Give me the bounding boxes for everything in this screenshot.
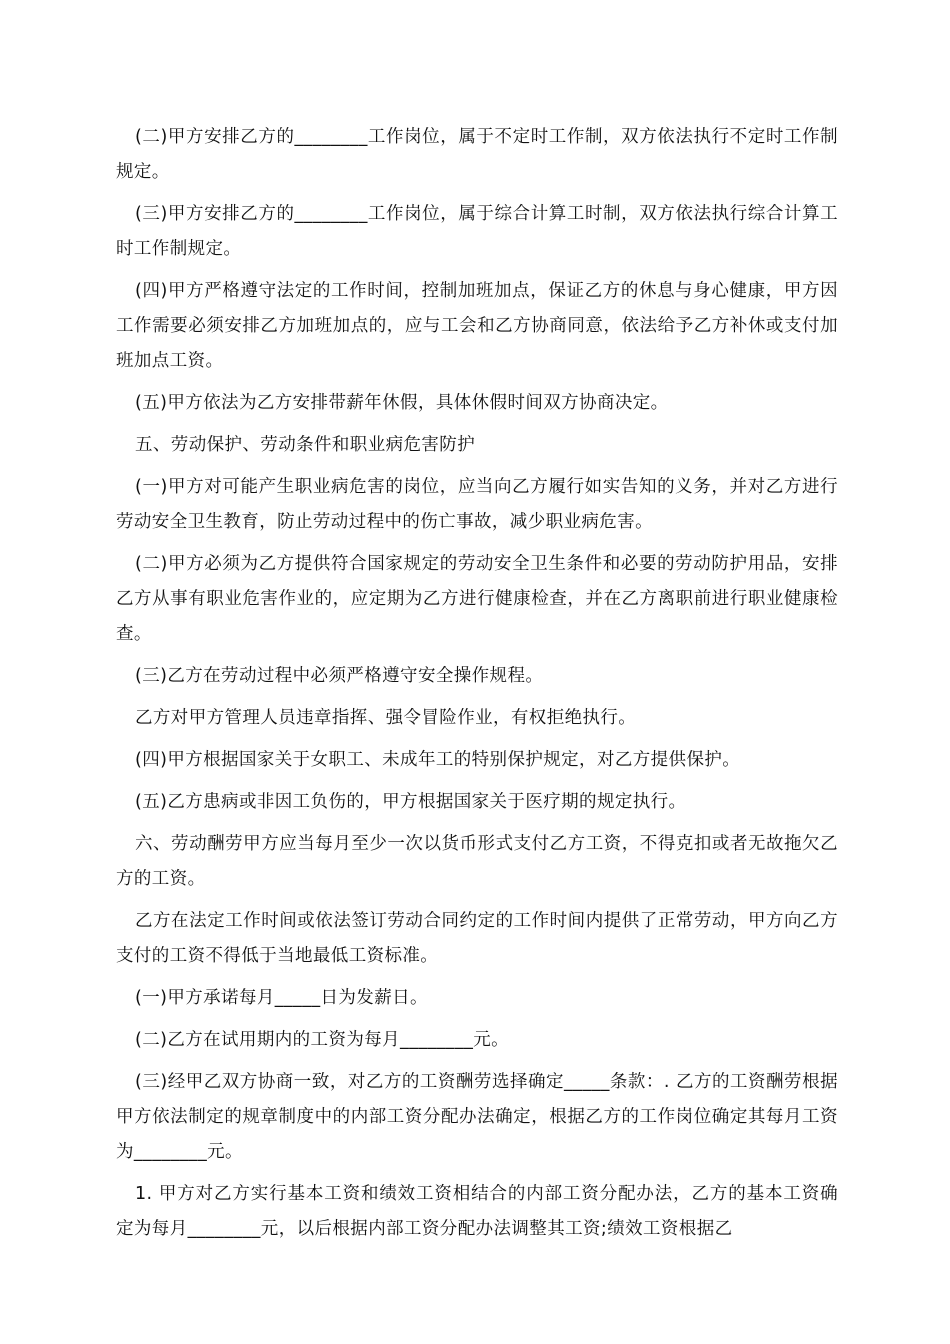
clause-paragraph: 乙方对甲方管理人员违章指挥、强令冒险作业，有权拒绝执行。 xyxy=(135,708,637,728)
clause-paragraph: 1. 甲方对乙方实行基本工资和绩效工资相结合的内部工资分配办法，乙方的基本工资确定为每月________元，以后根据内部工资分配办法调整其工资;绩效工资根据乙 xyxy=(116,1184,838,1239)
clause-paragraph: (二)乙方在试用期内的工资为每月________元。 xyxy=(135,1030,510,1050)
clause-paragraph: (三)甲方安排乙方的________工作岗位，属于综合计算工时制，双方依法执行综合计算工时工作制规定。 xyxy=(116,204,838,259)
clause-paragraph: 乙方在法定工作时间或依法签订劳动合同约定的工作时间内提供了正常劳动，甲方向乙方支付的工资不得低于当地最低工资标准。 xyxy=(116,911,838,966)
clause-paragraph: (一)甲方对可能产生职业病危害的岗位，应当向乙方履行如实告知的义务，并对乙方进行劳动安全卫生教育，防止劳动过程中的伤亡事故，减少职业病危害。 xyxy=(116,477,838,532)
section-heading: 六、劳动酬劳甲方应当每月至少一次以货币形式支付乙方工资，不得克扣或者无故拖欠乙方的工资。 xyxy=(116,834,838,889)
clause-paragraph: (五)甲方依法为乙方安排带薪年休假，具体休假时间双方协商决定。 xyxy=(135,393,669,413)
section-heading: 五、劳动保护、劳动条件和职业病危害防护 xyxy=(135,435,476,455)
clause-paragraph: (三)经甲乙双方协商一致，对乙方的工资酬劳选择确定_____条款：. 乙方的工资酬劳根据甲方依法制定的规章制度中的内部工资分配办法确定，根据乙方的工作岗位确定其每月工资为________元。 xyxy=(116,1072,838,1162)
clause-paragraph: (四)甲方根据国家关于女职工、未成年工的特别保护规定，对乙方提供保护。 xyxy=(135,750,741,770)
clause-paragraph: (一)甲方承诺每月_____日为发薪日。 xyxy=(135,988,428,1008)
clause-paragraph: (四)甲方严格遵守法定的工作时间，控制加班加点，保证乙方的休息与身心健康，甲方因工作需要必须安排乙方加班加点的，应与工会和乙方协商同意，依法给予乙方补休或支付加班加点工资。 xyxy=(116,281,838,371)
clause-paragraph: (二)甲方必须为乙方提供符合国家规定的劳动安全卫生条件和必要的劳动防护用品，安排乙方从事有职业危害作业的，应定期为乙方进行健康检查，并在乙方离职前进行职业健康检查。 xyxy=(116,554,838,644)
clause-paragraph: (二)甲方安排乙方的________工作岗位，属于不定时工作制，双方依法执行不定时工作制规定。 xyxy=(116,127,838,182)
clause-paragraph: (三)乙方在劳动过程中必须严格遵守安全操作规程。 xyxy=(135,666,544,686)
document-body xyxy=(116,120,838,1254)
clause-paragraph: (五)乙方患病或非因工负伤的，甲方根据国家关于医疗期的规定执行。 xyxy=(135,792,687,812)
